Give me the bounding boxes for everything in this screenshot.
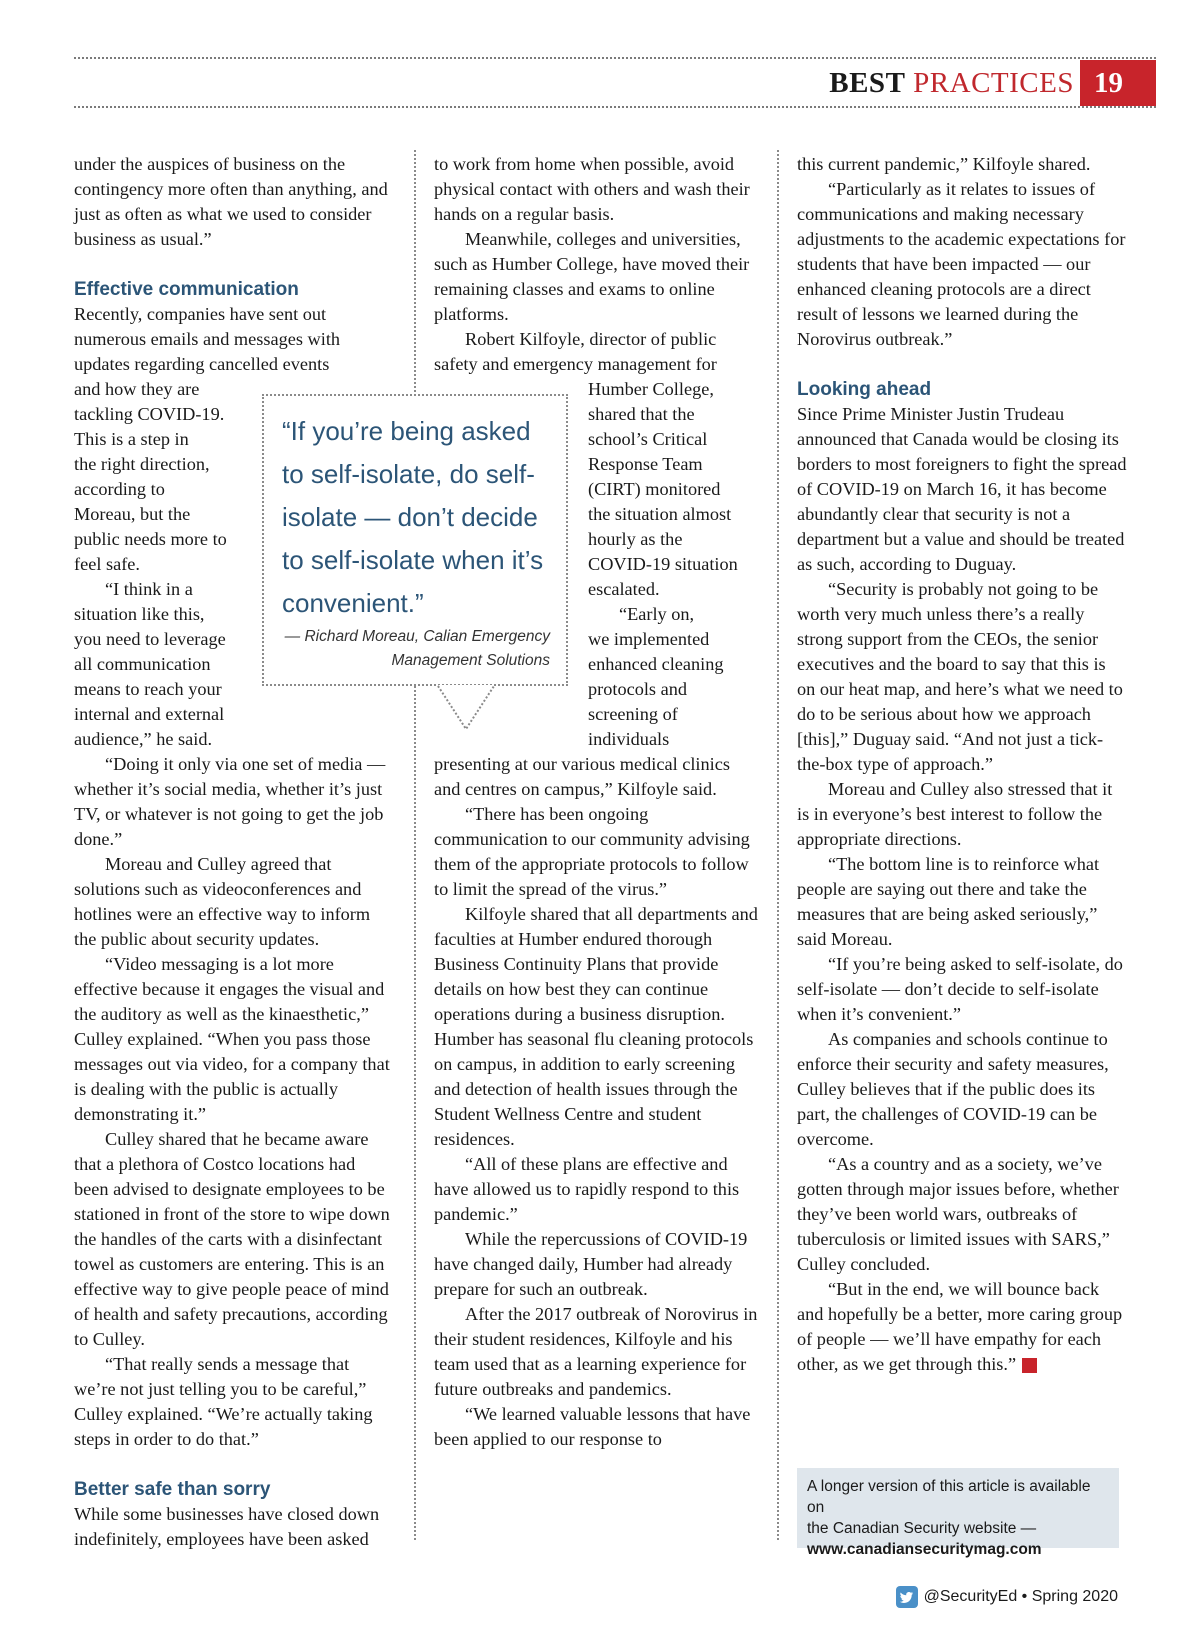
- text-line: “Early on,: [619, 604, 695, 624]
- paragraph: [797, 852, 1127, 952]
- attribution-line: — Richard Moreau, Calian Emergency: [284, 628, 550, 645]
- text-line: internal and external: [74, 704, 225, 724]
- subheading: Looking ahead: [797, 379, 932, 400]
- paragraph-text: While the repercussions of COVID-19 have changed daily, Humber had already prepare for such an outbreak.: [434, 1229, 748, 1299]
- page-number: 19: [1080, 60, 1156, 106]
- paragraph: [797, 177, 1127, 352]
- paragraph: [434, 902, 758, 1152]
- paragraph: [74, 302, 394, 377]
- text-line: protocols and: [588, 679, 688, 699]
- attribution-line: Management Solutions: [391, 652, 550, 669]
- text-line: (CIRT) monitored: [588, 479, 721, 499]
- paragraph-text: “If you’re being asked to self-isolate, do self-isolate — don’t decide to self-isolate when it’s convenient.”: [797, 954, 1123, 1024]
- paragraph: [797, 1027, 1127, 1152]
- text-line: tackling COVID-19.: [74, 404, 225, 424]
- paragraph-text: “Doing it only via one set of media — whether it’s social media, whether it’s just TV, or whatever is not going to get the job done.”: [74, 754, 386, 849]
- note-box: [797, 1468, 1119, 1558]
- paragraph: [434, 1152, 758, 1227]
- paragraph-text: Kilfoyle shared that all departments and faculties at Humber endured thorough Business Continuity Plans that provide details on how best they can continue operations during a business disruption. Humber has seasonal flu cleaning protocols on campus, in addition to early screening and detection of health issues through the Student Wellness Centre and student residences.: [434, 904, 758, 1149]
- text-line: the right direction,: [74, 454, 210, 474]
- pull-quote-line: “If you’re being asked: [282, 416, 531, 446]
- paragraph: [797, 402, 1127, 577]
- text-line: shared that the: [588, 404, 695, 424]
- note-line-1: A longer version of this article is available on: [807, 1478, 1091, 1516]
- article-column-3: [797, 152, 1127, 1377]
- end-mark-icon: CS: [1022, 1358, 1037, 1373]
- paragraph-text: “As a country and as a society, we’ve gotten through major issues before, whether they’ve been world wars, outbreaks of tuberculosis or limited issues with SARS,” Culley concluded.: [797, 1154, 1119, 1274]
- note-line-2: the Canadian Security website —: [807, 1520, 1037, 1537]
- footer-text: @SecurityEd • Spring 2020: [923, 1588, 1118, 1605]
- text-line: all communication: [74, 654, 211, 674]
- pull-quote: [262, 394, 568, 686]
- paragraph-text: Moreau and Culley agreed that solutions such as videoconferences and hotlines were an effective way to inform the public about security updates.: [74, 854, 371, 949]
- paragraph-text: “That really sends a message that we’re not just telling you to be careful,” Culley explained. “We’re actually taking steps in order to do that.”: [74, 1354, 373, 1449]
- paragraph: [434, 752, 758, 802]
- text-line: Response Team: [588, 454, 703, 474]
- text-line: Humber College,: [588, 379, 714, 399]
- paragraph: [74, 1502, 394, 1552]
- column-divider-2: [777, 150, 779, 1540]
- paragraph-text: After the 2017 outbreak of Norovirus in their student residences, Kilfoyle and his team used that as a learning experience for future outbreaks and pandemics.: [434, 1304, 758, 1399]
- website-link[interactable]: www.canadiansecuritymag.com: [807, 1541, 1042, 1558]
- header-rule-top: [74, 57, 1156, 59]
- text-line: hourly as the: [588, 529, 683, 549]
- paragraph-text: this current pandemic,” Kilfoyle shared.: [797, 154, 1091, 174]
- paragraph: [74, 852, 394, 952]
- text-line: and how they are: [74, 379, 200, 399]
- paragraph-text: “Video messaging is a lot more effective because it engages the visual and the auditory as well as the kinaesthetic,” Culley explained. “When you pass those messages out via video, for a company that is dealing with the public is actually demonstrating it.”: [74, 954, 390, 1124]
- paragraph: [434, 802, 758, 902]
- paragraph: [797, 577, 1127, 777]
- paragraph-text: “There has been ongoing communication to our community advising them of the appropriate protocols to follow to limit the spread of the virus.”: [434, 804, 750, 899]
- text-line: the situation almost: [588, 504, 732, 524]
- pull-quote-pointer: [436, 685, 496, 731]
- paragraph-text: “The bottom line is to reinforce what people are saying out there and take the measures that are being asked seriously,” said Moreau.: [797, 854, 1100, 949]
- paragraph-text: While some businesses have closed down indefinitely, employees have been asked: [74, 1504, 380, 1549]
- header-rule-bottom: [74, 106, 1156, 108]
- pull-quote-line: convenient.”: [282, 588, 424, 618]
- text-line: public needs more to: [74, 529, 227, 549]
- text-line: you need to leverage: [74, 629, 226, 649]
- paragraph-text: to work from home when possible, avoid physical contact with others and wash their hands on a regular basis.: [434, 154, 750, 224]
- text-line: This is a step in: [74, 429, 189, 449]
- pull-quote-line: to self-isolate, do self-: [282, 459, 535, 489]
- article-column-1: [74, 152, 394, 1552]
- paragraph-gap: [797, 352, 1127, 377]
- column-divider-1: [414, 150, 416, 1540]
- paragraph: [434, 1402, 758, 1452]
- paragraph: [434, 1227, 758, 1302]
- text-line: COVID-19 situation: [588, 554, 738, 574]
- text-line: screening of: [588, 704, 678, 724]
- section-word-best: BEST: [829, 67, 906, 99]
- paragraph-text: Since Prime Minister Justin Trudeau announced that Canada would be closing its borders to most foreigners to fight the spread of COVID-19 on March 16, it has become abundantly clear that security is not a department but a value and should be treated as such, according to Duguay.: [797, 404, 1127, 574]
- text-line: situation like this,: [74, 604, 205, 624]
- section-header: [829, 66, 1074, 100]
- footer: [896, 1586, 1118, 1608]
- subheading: Effective communication: [74, 279, 299, 300]
- text-line: “I think in a: [105, 579, 193, 599]
- subheading: Better safe than sorry: [74, 1479, 271, 1500]
- paragraph-text: “All of these plans are effective and have allowed us to rapidly respond to this pandemic.”: [434, 1154, 740, 1224]
- pull-quote-text: [282, 410, 550, 625]
- paragraph: [797, 952, 1127, 1027]
- paragraph-text: As companies and schools continue to enforce their security and safety measures, Culley believes that if the public does its part, the challenges of COVID-19 can be overcome.: [797, 1029, 1109, 1149]
- text-line: feel safe.: [74, 554, 140, 574]
- text-line: school’s Critical: [588, 429, 708, 449]
- paragraph-text: presenting at our various medical clinics and centres on campus,” Kilfoyle said.: [434, 754, 730, 799]
- paragraph-text: under the auspices of business on the contingency more often than anything, and just as often as what we used to consider business as usual.”: [74, 154, 388, 249]
- paragraph-text: “We learned valuable lessons that have been applied to our response to: [434, 1404, 751, 1449]
- pull-quote-line: isolate — don’t decide: [282, 502, 538, 532]
- text-line: we implemented: [588, 629, 710, 649]
- twitter-icon: [896, 1586, 918, 1608]
- paragraph-text: Recently, companies have sent out numerous emails and messages with updates regarding cancelled events: [74, 304, 341, 374]
- paragraph-text: Robert Kilfoyle, director of public safety and emergency management for: [434, 329, 717, 374]
- paragraph: [74, 152, 394, 252]
- paragraph: [434, 1302, 758, 1402]
- paragraph: [74, 1352, 394, 1452]
- paragraph: [797, 1152, 1127, 1277]
- pull-quote-line: to self-isolate when it’s: [282, 545, 544, 575]
- paragraph: [797, 777, 1127, 852]
- paragraph: [74, 752, 394, 852]
- text-line: individuals: [588, 729, 670, 749]
- paragraph-gap: [74, 252, 394, 277]
- paragraph-text: Meanwhile, colleges and universities, such as Humber College, have moved their remaining classes and exams to online platforms.: [434, 229, 750, 324]
- paragraph-gap: [74, 1452, 394, 1477]
- article-column-2: [434, 152, 758, 1452]
- text-line: escalated.: [588, 579, 660, 599]
- text-line: according to: [74, 479, 165, 499]
- section-word-practices: PRACTICES: [913, 67, 1074, 99]
- paragraph-text: Culley shared that he became aware that a plethora of Costco locations had been advised to designate employees to be stationed in front of the store to wipe down the handles of the carts with a disinfectant towel as customers are entering. This is an effective way to give people peace of mind of health and safety precautions, according to Culley.: [74, 1129, 390, 1349]
- paragraph: [74, 952, 394, 1127]
- paragraph: [797, 1277, 1127, 1377]
- paragraph-text: “Particularly as it relates to issues of communications and making necessary adjustments to the academic expectations for students that have been impacted — our enhanced cleaning protocols are a direct result of lessons we learned during the Norovirus outbreak.”: [797, 179, 1126, 349]
- text-line: means to reach your: [74, 679, 222, 699]
- paragraph-text: Moreau and Culley also stressed that it is in everyone’s best interest to follow the appropriate directions.: [797, 779, 1113, 849]
- text-line: audience,” he said.: [74, 729, 213, 749]
- paragraph-text: “But in the end, we will bounce back and hopefully be a better, more caring group of people — we’ll have empathy for each other, as we get through this.”: [797, 1279, 1123, 1374]
- text-line: Moreau, but the: [74, 504, 191, 524]
- paragraph: [434, 227, 758, 327]
- paragraph: [797, 152, 1127, 177]
- paragraph: [434, 152, 758, 227]
- text-line: enhanced cleaning: [588, 654, 724, 674]
- paragraph: [434, 327, 758, 377]
- paragraph: [74, 1127, 394, 1352]
- paragraph-text: “Security is probably not going to be worth very much unless there’s a really strong support from the CEOs, the senior executives and the board to say that this is on our heat map, and here’s what we need to do to be serious about how we approach [this],” Duguay said. “And not just a tick-the-box type of approach.”: [797, 579, 1123, 774]
- pull-quote-attribution: [282, 625, 550, 673]
